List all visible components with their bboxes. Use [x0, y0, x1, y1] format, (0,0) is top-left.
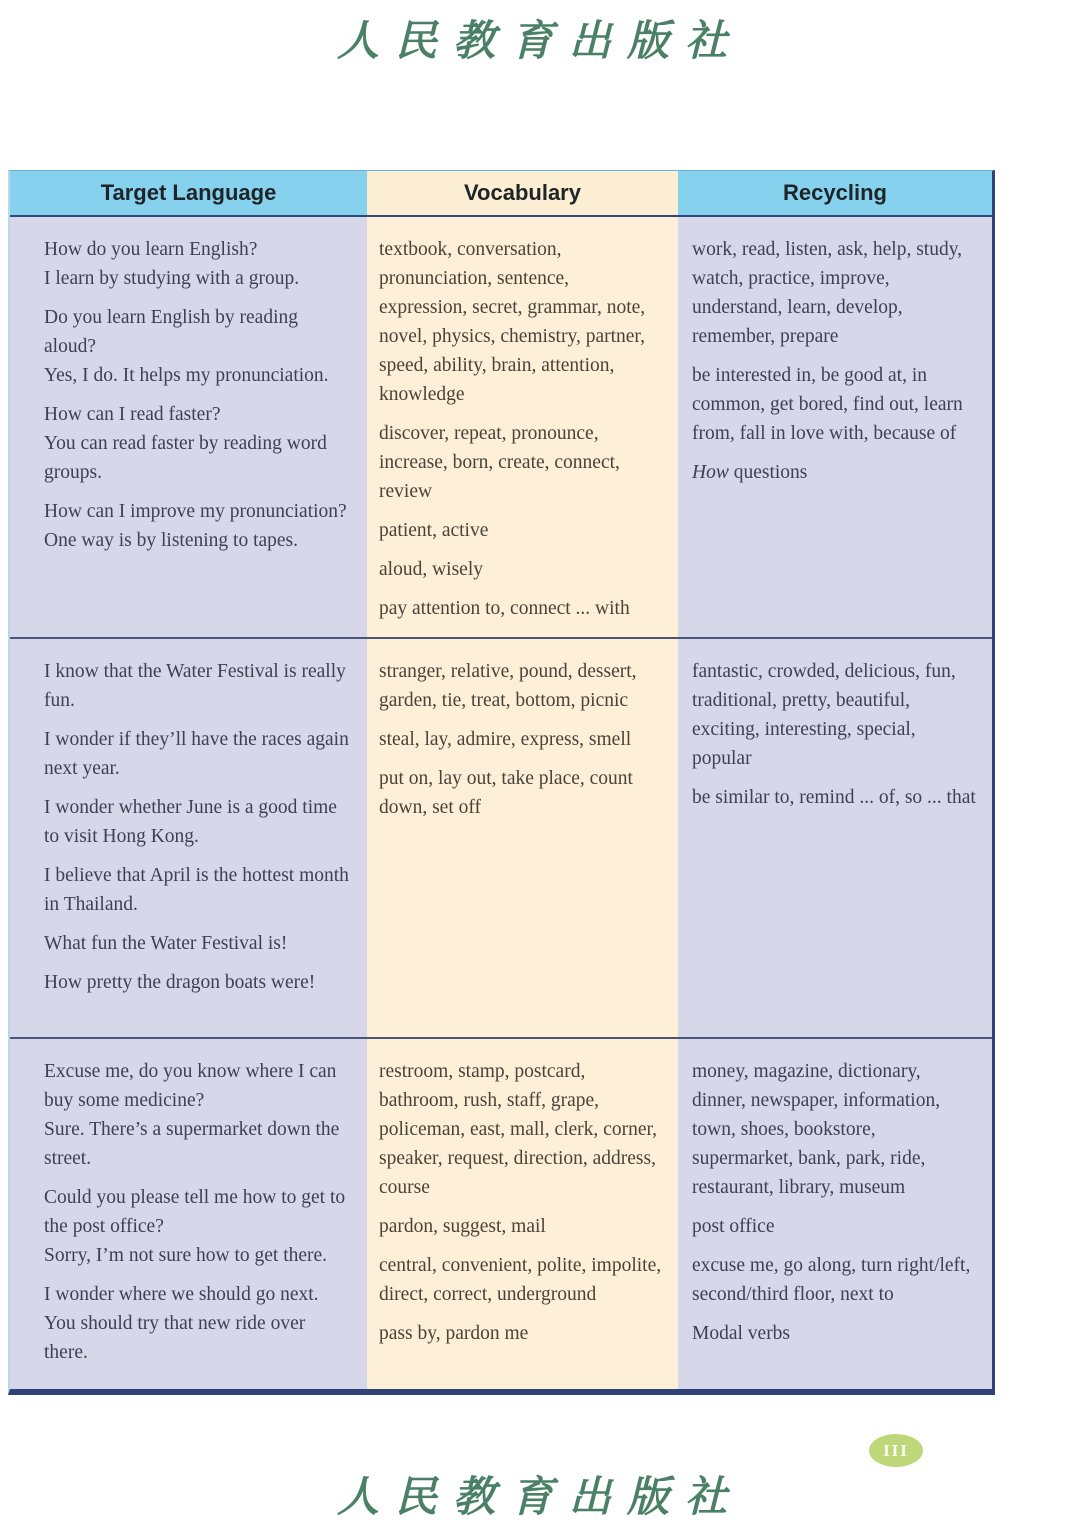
cell-paragraph: I believe that April is the hottest month in Thailand. [44, 865, 349, 915]
cell-paragraph: Could you please tell me how to get to the post office? Sorry, I’m not sure how to get there. [44, 1187, 346, 1266]
cell-paragraph: fantastic, crowded, delicious, fun, traditional, pretty, beautiful, exciting, interesting, special, popular [692, 661, 956, 769]
cell-paragraph: textbook, conversation, pronunciation, sentence, expression, secret, grammar, note, novel, physics, chemistry, partner, speed, ability, brain, attention, knowledge [379, 239, 646, 405]
cell-paragraph: How can I read faster? You can read faster by reading word groups. [44, 404, 327, 483]
cell-paragraph: money, magazine, dictionary, dinner, newspaper, information, town, shoes, bookstore, supermarket, bank, park, ride, restaurant, library, museum [692, 1061, 941, 1198]
table-row [10, 637, 992, 1037]
cell-paragraph: discover, repeat, pronounce, increase, born, create, connect, review [379, 423, 620, 502]
cell-paragraph: stranger, relative, pound, dessert, garden, tie, treat, bottom, picnic [379, 661, 637, 711]
cell-paragraph: put on, lay out, take place, count down, set off [379, 768, 633, 818]
cell-paragraph: patient, active [379, 520, 489, 541]
cell-paragraph: pass by, pardon me [379, 1323, 529, 1344]
target-language-cell [10, 639, 367, 1037]
cell-paragraph: steal, lay, admire, express, smell [379, 729, 632, 750]
table-body [10, 217, 992, 1389]
recycling-cell [678, 1039, 992, 1389]
vocabulary-cell [367, 639, 678, 1037]
cell-paragraph: central, convenient, polite, impolite, direct, correct, underground [379, 1255, 662, 1305]
target-language-cell [10, 1039, 367, 1389]
cell-paragraph: aloud, wisely [379, 559, 483, 580]
cell-paragraph: I wonder if they’ll have the races again next year. [44, 729, 349, 779]
column-header-target-language: Target Language [10, 171, 367, 215]
target-language-cell [10, 217, 367, 637]
cell-paragraph: restroom, stamp, postcard, bathroom, rush, staff, grape, policeman, east, mall, clerk, corner, speaker, request, direction, address, course [379, 1061, 658, 1198]
cell-paragraph: I know that the Water Festival is really fun. [44, 661, 346, 711]
cell-paragraph: post office [692, 1216, 775, 1237]
vocabulary-cell [367, 1039, 678, 1389]
column-header-recycling: Recycling [678, 171, 992, 215]
cell-paragraph: be similar to, remind ... of, so ... that [692, 787, 976, 808]
cell-paragraph: work, read, listen, ask, help, study, watch, practice, improve, understand, learn, develop, remember, prepare [692, 239, 963, 347]
cell-paragraph: I wonder whether June is a good time to visit Hong Kong. [44, 797, 337, 847]
cell-paragraph: pay attention to, connect ... with [379, 598, 630, 619]
page-number-badge: III [869, 1434, 923, 1467]
publisher-logo-bottom: 人民教育出版社 [336, 1475, 743, 1521]
cell-paragraph: I wonder where we should go next. You should try that new ride over there. [44, 1284, 319, 1363]
cell-paragraph: How do you learn English? I learn by studying with a group. [44, 239, 300, 289]
cell-paragraph: Modal verbs [692, 1323, 791, 1344]
cell-paragraph: excuse me, go along, turn right/left, second/third floor, next to [692, 1255, 971, 1305]
cell-paragraph: Do you learn English by reading aloud? Yes, I do. It helps my pronunciation. [44, 307, 329, 386]
table-row [10, 217, 992, 637]
cell-paragraph: be interested in, be good at, in common, get bored, find out, learn from, fall in love with, because of [692, 365, 963, 444]
language-summary-table [8, 170, 995, 1395]
table-row [10, 1037, 992, 1389]
cell-paragraph: Excuse me, do you know where I can buy some medicine? Sure. There’s a supermarket down the street. [44, 1061, 340, 1169]
recycling-cell [678, 217, 992, 637]
cell-paragraph: How pretty the dragon boats were! [44, 972, 316, 993]
table-header-row [10, 171, 992, 217]
recycling-cell [678, 639, 992, 1037]
cell-paragraph: pardon, suggest, mail [379, 1216, 546, 1237]
cell-paragraph: How can I improve my pronunciation? One way is by listening to tapes. [44, 501, 347, 551]
publisher-logo-top: 人民教育出版社 [336, 19, 743, 65]
column-header-vocabulary: Vocabulary [367, 171, 678, 215]
cell-paragraph: What fun the Water Festival is! [44, 933, 288, 954]
vocabulary-cell [367, 217, 678, 637]
cell-paragraph: How questions [692, 462, 808, 483]
